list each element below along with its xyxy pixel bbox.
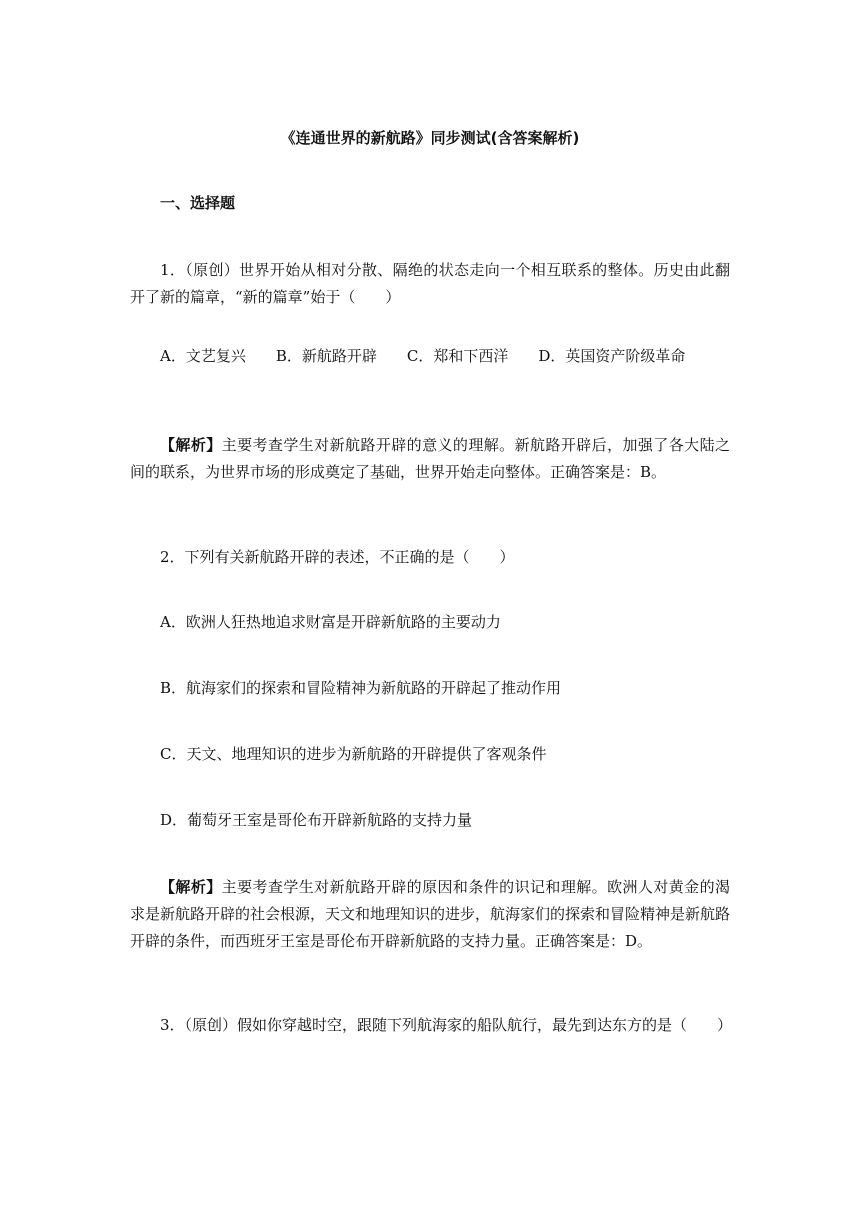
document-title: 《连通世界的新航路》同步测试(含答案解析): [280, 129, 580, 147]
question-3-stem: 3．（原创）假如你穿越时空，跟随下列航海家的船队航行，最先到达东方的是（ ）: [160, 1016, 733, 1034]
question-2-option-d: D．葡萄牙王室是哥伦布开辟新航路的支持力量: [160, 811, 473, 829]
question-1-stem: 1．（原创）世界开始从相对分散、隔绝的状态走向一个相互联系的整体。历史由此翻开了新的篇章，“新的篇章”始于（ ）: [130, 261, 730, 306]
question-2-analysis: [130, 874, 730, 955]
question-1-options: A．文艺复兴 B．新航路开辟 C．郑和下西洋 D．英国资产阶级革命: [160, 347, 686, 365]
question-2-option-c: C．天文、地理知识的进步为新航路的开辟提供了客观条件: [160, 745, 547, 763]
analysis-text: 主要考查学生对新航路开辟的意义的理解。新航路开辟后，加强了各大陆之间的联系，为世界市场的形成奠定了基础，世界开始走向整体。正确答案是：B。: [130, 436, 730, 481]
analysis-label: 【解析】: [160, 878, 222, 896]
analysis-label: 【解析】: [160, 436, 222, 454]
question-2-option-a: A．欧洲人狂热地追求财富是开辟新航路的主要动力: [160, 613, 501, 631]
section-heading: 一、选择题: [160, 194, 236, 212]
question-1-analysis: [130, 432, 730, 486]
question-2-stem: 2．下列有关新航路开辟的表述，不正确的是（ ）: [160, 548, 515, 566]
analysis-text: 主要考查学生对新航路开辟的原因和条件的识记和理解。欧洲人对黄金的渴求是新航路开辟的社会根源，天文和地理知识的进步，航海家们的探索和冒险精神是新航路开辟的条件，而西班牙王室是哥伦布开辟新航路的支持力量。正确答案是：D。: [130, 878, 731, 950]
question-2-option-b: B．航海家们的探索和冒险精神为新航路的开辟起了推动作用: [160, 679, 562, 697]
